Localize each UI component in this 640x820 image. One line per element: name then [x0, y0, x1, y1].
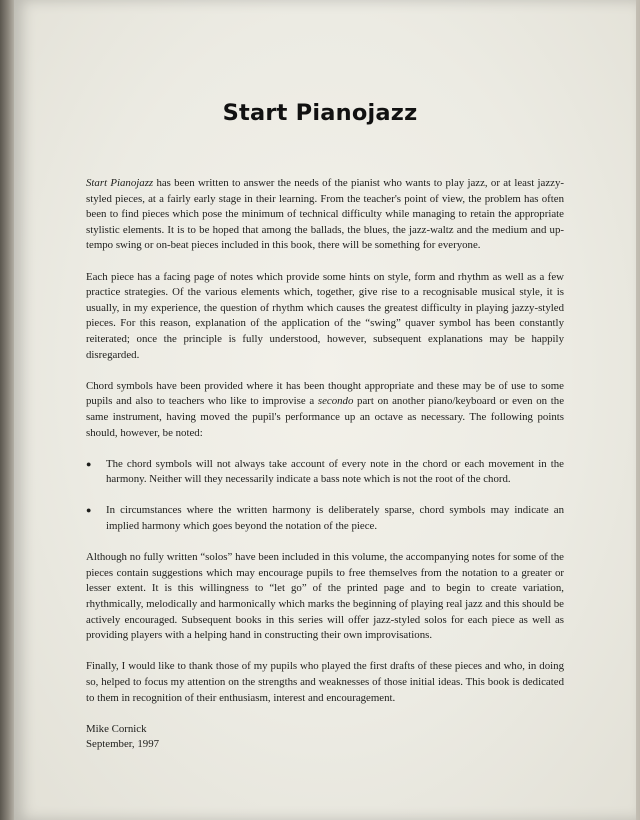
book-title-italic: Start Pianojazz: [86, 177, 154, 189]
bullet-icon: ●: [86, 458, 92, 469]
rhythm-paragraph: Each piece has a facing page of notes which provide some hints on style, form and rhythm as well as a few practice strategies. Of the various elements which, together, give rise to a recognisable musical style, it is usually, in my experience, the question of rhythm which causes the greatest difficulty in playing jazzy-styled pieces. For this reason, explanation of the application of the “swing” quaver symbol has been constantly reiterated; once the principle is fully understood, however, subsequent explanations may be happily disregarded.: [86, 270, 564, 361]
solos-paragraph: Although no fully written “solos” have been included in this volume, the accompanying notes for some of the pieces contain suggestions which may encourage pupils to free themselves from the notation to a greater or lesser extent. It is this willingness to “let go” of the printed page and to begin to create variation, rhythmically, melodically and harmonically which marks the beginning of playing real jazz and this should be actively encouraged. Subsequent books in this series will offer jazz-styled solos for each piece as well as providing players with a helping hand in constructing their own improvisations.: [86, 551, 564, 642]
bullet-text: The chord symbols will not always take account of every note in the chord or each movement in the harmony. Neither will they necessarily indicate a bass note which is not the root of the chord.: [106, 457, 564, 486]
secondo-italic: secondo: [317, 395, 354, 408]
intro-text: has been written to answer the needs of the pianist who wants to play jazz, or at least jazzy-styled pieces, at a fairly early stage in their learning. From the teacher's point of view, the problem has often been to find pieces which pose the minimum of technical difficulty while managing to retain the appropriate stylistic elements. It is to be hoped that among the ballads, the blues, the jazz-waltz and the medium and up-tempo swing or on-beat pieces included in this book, there will be something for everyone.: [86, 177, 564, 252]
bullet-text: In circumstances where the written harmony is deliberately sparse, chord symbols may indicate an implied harmony which goes beyond the notation of the piece.: [106, 504, 564, 533]
author-name: Mike Cornick: [86, 722, 147, 735]
chord-symbols-paragraph: [86, 379, 564, 441]
chord-text-before: Chord symbols have been provided where it has been thought appropriate and these may be of use to some pupils and also to teachers who like to improvise a: [86, 379, 564, 408]
signature-block: [86, 722, 564, 753]
body-text: [86, 176, 564, 753]
bullet-item: [86, 503, 564, 534]
signature-date: September, 1997: [86, 738, 160, 751]
intro-paragraph: [86, 176, 564, 254]
thanks-paragraph: Finally, I would like to thank those of my pupils who played the first drafts of these pieces and who, in doing so, helped to focus my attention on the strengths and weaknesses of those initial ideas. This book is dedicated to them in recognition of their enthusiasm, interest and encouragement.: [86, 660, 564, 704]
chord-text-after: part on another piano/keyboard or even on the same instrument, having moved the pupil's performance up an octave as necessary. The following points should, however, be noted:: [86, 395, 565, 439]
page-title: Start Pianojazz: [222, 100, 418, 126]
bullet-icon: ●: [86, 505, 92, 516]
bullet-item: [86, 457, 564, 488]
